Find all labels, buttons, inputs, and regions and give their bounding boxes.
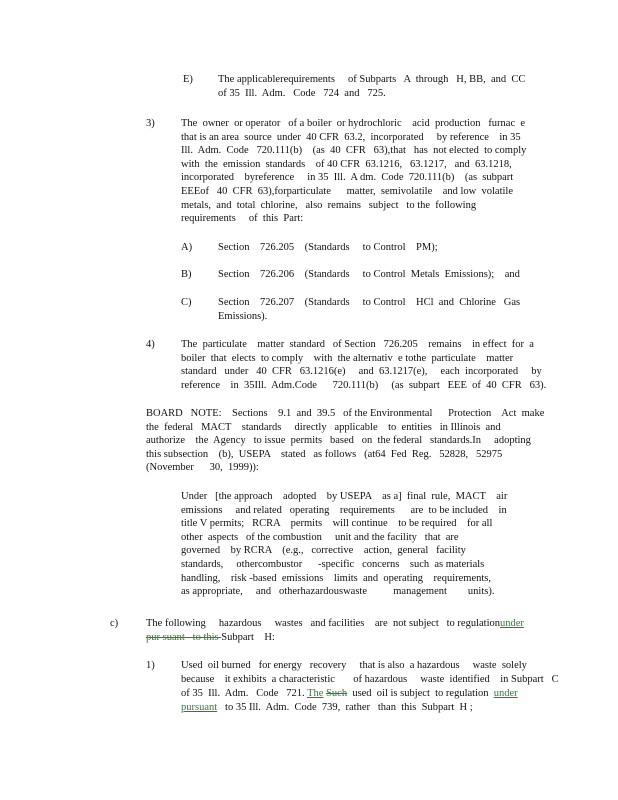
section-label: c) (110, 618, 119, 629)
item-text: The particulate matter standard of Section 726.205 remains in effect for a boiler that elects to comply with the alternativ e tothe particulate matter standard under 40 CFR 63.1216(e) and 63.1217(e), each incorporated by reference in 35Ill. Adm.Code 720.111(b) (as subpart EEE of 40 CFR 63). (181, 339, 547, 391)
section-text-part: The following hazardous wastes and facilities are not subject to regulation (146, 618, 500, 629)
inserted-text: The (307, 688, 324, 699)
item-text (181, 687, 571, 701)
subitem-text: Section 726.206 (Standards to Control Metals Emissions); and (218, 269, 520, 280)
section-text-part: Subpart H: (221, 632, 275, 643)
subitem-label: A) (181, 242, 193, 253)
board-note: BOARD NOTE: Sections 9.1 and 39.5 of the Environmental Protection Act make the federal MACT standards directly applicable to entities in Illinois and authorize the Agency to issue permits based on the federal standards.In adopting this subsection (b), USEPA stated as follows (at64 Fed Reg. 52828, 52975 (November 30, 1999)): (146, 408, 545, 474)
item-label: 3) (146, 118, 155, 129)
item-text: because it exhibits a characteristic of hazardous waste identified in Subpart C (181, 674, 559, 685)
item-text-part: used oil is subject to regulation (347, 688, 494, 699)
item-text-part: to 35 Ill. Adm. Code 739, rather than this Subpart H ; (217, 702, 473, 713)
item-label: E) (183, 74, 193, 85)
item-text: Used oil burned for energy recovery that is also a hazardous waste solely (181, 660, 527, 671)
inserted-text: pursuant (181, 702, 218, 713)
inserted-text: under (493, 688, 518, 699)
item-label: 4) (146, 339, 155, 350)
item-text: The applicablerequirements of Subparts A through H, BB, and CC of 35 Ill. Adm. Code 724 and 725. (218, 74, 526, 99)
subitem-label: B) (181, 269, 192, 280)
subitem-text: Section 726.205 (Standards to Control PM); (218, 242, 438, 253)
inserted-text: under (500, 618, 524, 629)
subitem-text: Section 726.207 (Standards to Control HCl and Chlorine Gas Emissions). (218, 297, 521, 322)
item-text-part: of 35 Ill. Adm. Code 721. (181, 688, 308, 699)
section-text (146, 617, 566, 631)
item-label: 1) (146, 660, 155, 671)
item-text: The owner or operator of a boiler or hydrochloric acid production furnac e that is an area source under 40 CFR 63.2, incorporated by reference in 35 Ill. Adm. Code 720.111(b) (as 40 CFR 63),that has not elected to comply with the emission standards of 40 CFR 63.1216, 63.1217, and 63.1218, incorporated byreference in 35 Ill. A dm. Code 720.111(b) (as subpart EEEof 40 CFR 63),forparticulate matter, semivolatile and low volatile metals, and total chlorine, also remains subject to the following requirements of this Part: (181, 118, 527, 225)
block-quote: Under [the approach adopted by USEPA as a] final rule, MACT air emissions and related operating requirements are to be included in title V permits; RCRA permits will continue to be required for all other aspects of the combustion unit and the facility that are governed by RCRA (e.g., corrective action, general facility standards, othercombustor -specific concerns such as materials handling, risk -based emissions limits and operating requirements, as appropriate, and otherhazardouswaste management units). (181, 491, 508, 598)
deleted-text: Such (326, 688, 348, 699)
subitem-label: C) (181, 297, 192, 308)
deleted-text: pur suant to this (146, 632, 222, 643)
section-text (146, 631, 566, 645)
item-text (181, 701, 571, 715)
